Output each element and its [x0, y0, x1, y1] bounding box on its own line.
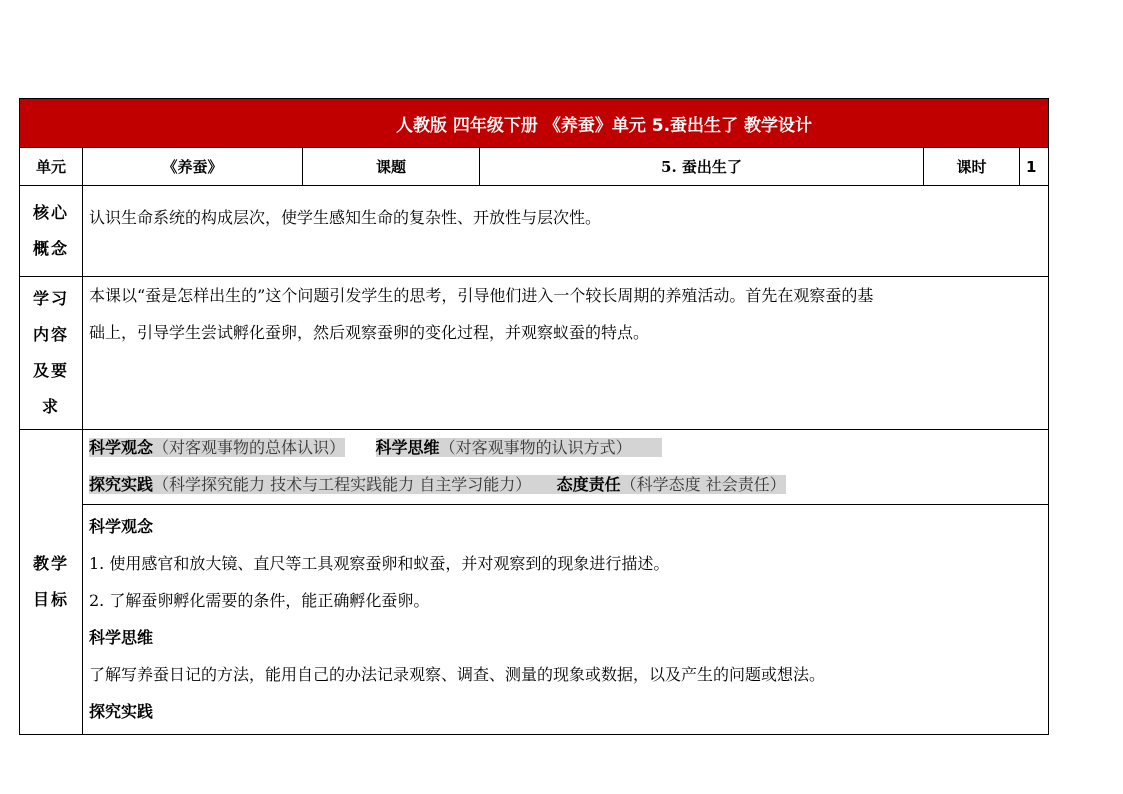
core-label-line2: 概念 [32, 239, 69, 258]
tag-scientific-thinking: 科学思维（对客观事物的认识方式） [376, 438, 663, 457]
unit-label: 单元 [20, 148, 83, 186]
goal-item-3: 了解写养蚕日记的方法，能用自己的办法记录观察、调查、测量的现象或数据，以及产生的问题或想法。 [89, 665, 826, 684]
learning-label-line4: 求 [41, 397, 60, 416]
learning-line1: 本课以“蚕是怎样出生的”这个问题引发学生的思考，引导他们进入一个较长周期的养殖活动。首先在观察蚕的基 [89, 286, 874, 305]
learning-content-text [83, 277, 1049, 430]
learning-label-line3: 及要 [32, 361, 69, 380]
tag-inquiry-practice: 探究实践（科学探究能力 技术与工程实践能力 自主学习能力） 态度责任（科学态度 社会责任） [89, 475, 786, 494]
goals-label-line2: 目标 [32, 590, 69, 609]
goal-tags-line2 [89, 467, 1042, 504]
topic-label: 课题 [303, 148, 480, 186]
goal-item-1: 1. 使用感官和放大镜、直尺等工具观察蚕卵和蚁蚕，并对观察到的现象进行描述。 [89, 554, 670, 573]
teaching-goals-content [83, 430, 1049, 735]
topic-value: 5. 蚕出生了 [480, 148, 924, 186]
core-concept-text: 认识生命系统的构成层次，使学生感知生命的复杂性、开放性与层次性。 [83, 186, 1049, 277]
teaching-goals-label [20, 430, 83, 735]
goal-heading-thinking: 科学思维 [89, 628, 154, 647]
lesson-plan-table [19, 98, 1049, 735]
core-label-line1: 核心 [32, 203, 69, 222]
goal-item-2: 2. 了解蚕卵孵化需要的条件，能正确孵化蚕卵。 [89, 591, 430, 610]
goals-body [89, 505, 1042, 730]
learning-content-label [20, 277, 83, 430]
unit-value: 《养蚕》 [83, 148, 303, 186]
goal-heading-concept: 科学观念 [89, 517, 154, 536]
title-bar [20, 99, 1049, 148]
core-concept-label [20, 186, 83, 277]
learning-label-line2: 内容 [32, 325, 69, 344]
learning-label-line1: 学习 [32, 289, 69, 308]
period-label: 课时 [924, 148, 1020, 186]
goals-label-line1: 教学 [32, 554, 69, 573]
goal-tags-line1 [89, 430, 1042, 467]
goal-heading-inquiry: 探究实践 [89, 702, 154, 721]
learning-line2: 础上，引导学生尝试孵化蚕卵，然后观察蚕卵的变化过程，并观察蚁蚕的特点。 [89, 323, 650, 342]
document-title: 人教版 四年级下册 《养蚕》单元 5.蚕出生了 教学设计 [396, 115, 812, 136]
period-value: 1 [1020, 148, 1049, 186]
tag-scientific-concept: 科学观念（对客观事物的总体认识） [89, 438, 346, 457]
